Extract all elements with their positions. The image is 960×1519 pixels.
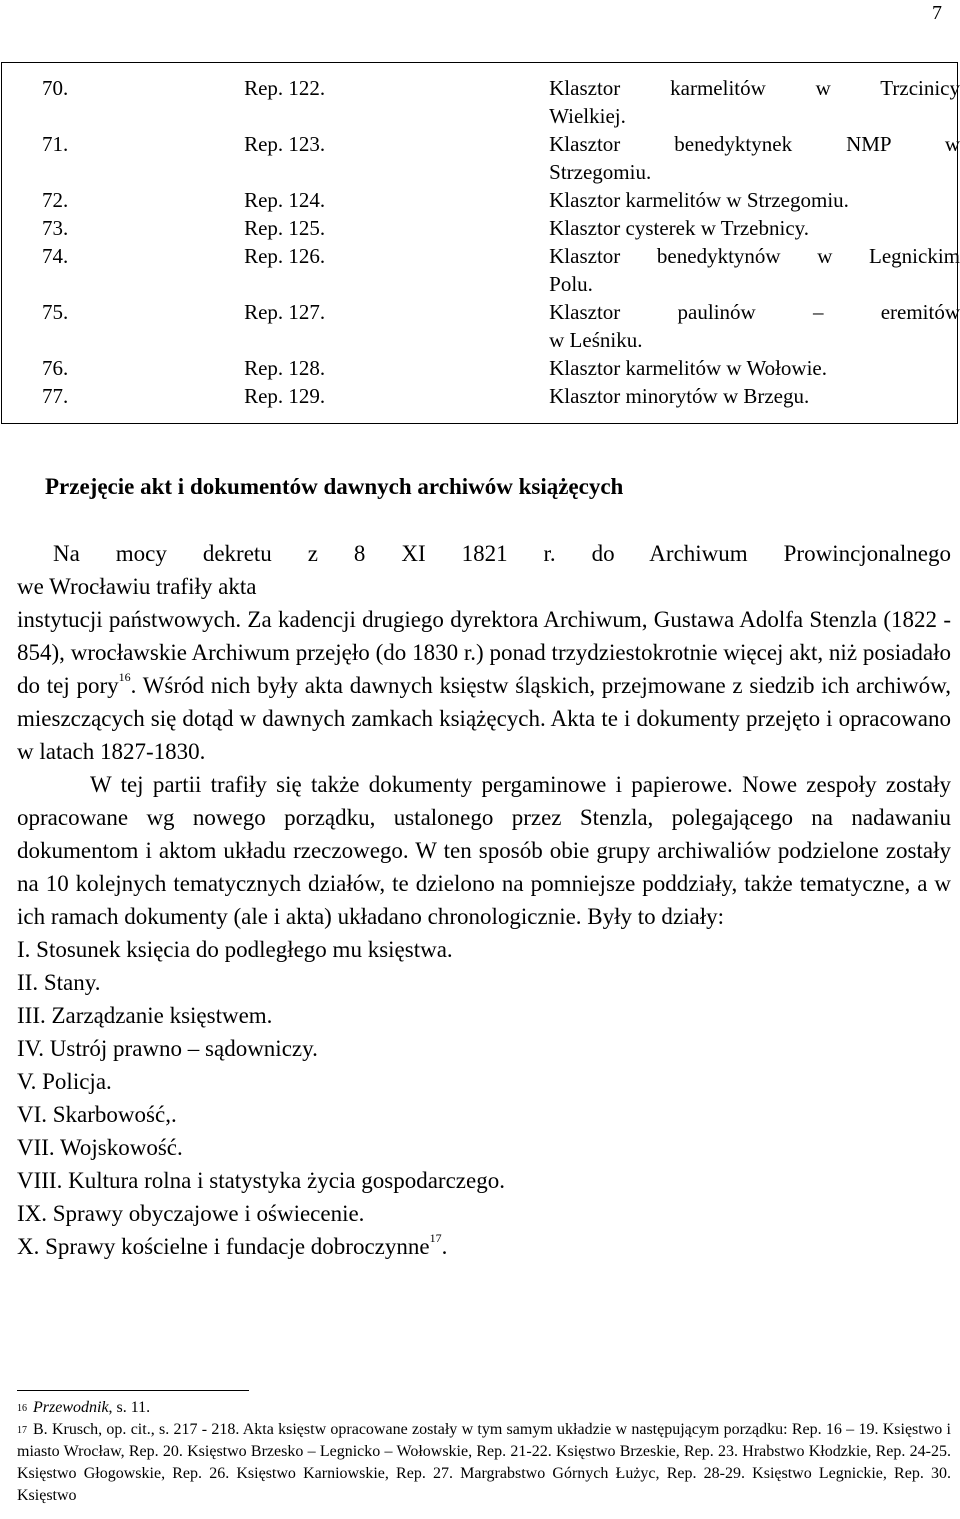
category-item: III. Zarządzanie księstwem. [17, 1003, 273, 1028]
register-description-continuation: w Leśniku. [549, 328, 643, 352]
category-list [17, 933, 951, 1230]
register-rep: Rep. 123. [244, 132, 326, 156]
register-row [0, 382, 960, 424]
register-row [0, 130, 960, 186]
register-rep: Rep. 129. [244, 384, 326, 408]
register-rep: Rep. 124. [244, 188, 326, 212]
register-row [0, 62, 960, 130]
footnote-ref-17[interactable]: 17 [429, 1231, 442, 1245]
register-row [0, 242, 960, 298]
paragraph-1-line-1: Na mocy dekretu z 8 XI 1821 r. do Archiwum Prowincjonalnego [53, 541, 951, 566]
paragraph-1 [17, 603, 951, 768]
section-heading: Przejęcie akt i dokumentów dawnych archiwów książęcych [45, 474, 624, 499]
footnote-number: 17 [17, 1425, 27, 1436]
category-item: IV. Ustrój prawno – sądowniczy. [17, 1036, 318, 1061]
category-item: II. Stany. [17, 970, 101, 995]
footnote-text: B. Krusch, op. cit., s. 217 - 218. Akta księstw opracowane zostały w tym samym układzie w następującym porządku: Rep. 16 – 19. Księstwo i miasto Wrocław, Rep. 20. Księstwo Brzesko – Legnicko – Wołowskie, Rep. 21-22. Księstwo Brzeskie, Rep. 23. Hrabstwo Kłodzkie, Rep. 24-25. Księstwo Głogowskie, Rep. 26. Księstwo Karniowskie, Rep. 27. Margrabstwo Górnych Łużyc, Rep. 28-29. Księstwo Legnickie, Rep. 30. Księstwo [17, 1421, 951, 1504]
footnote-16 [17, 1397, 951, 1419]
register-description-line: Klasztor minorytów w Brzegu. [549, 384, 810, 408]
paragraph-1-text-b: . Wśród nich były akta dawnych księstw śląskich, przejmowane z siedzib ich archiwów, mieszczących się dotąd w dawnych zamkach książęcych. Akta te i dokumenty przejęto i opracowano w latach 1827-1830. [17, 673, 952, 764]
register-description-line: Klasztor cysterek w Trzebnicy. [549, 216, 810, 240]
footnotes [17, 1397, 951, 1507]
register-rep: Rep. 122. [244, 76, 326, 100]
register-number: 75. [42, 300, 69, 324]
register-rep: Rep. 125. [244, 216, 326, 240]
register-description [549, 354, 960, 382]
body-text [17, 537, 951, 1263]
register-number: 77. [42, 384, 69, 408]
register-description-line: Klasztor karmelitów w Strzegomiu. [549, 188, 849, 212]
register-number: 71. [42, 132, 69, 156]
register-number: 70. [42, 76, 69, 100]
register-row [0, 354, 960, 382]
register-row [0, 186, 960, 214]
category-item: VI. Skarbowość,. [17, 1102, 177, 1127]
footnote-separator [17, 1390, 249, 1391]
register-description [549, 242, 960, 298]
register-description-line: Klasztor benedyktynów w Legnickim [549, 244, 960, 268]
register-description-continuation: Strzegomiu. [549, 160, 652, 184]
register-description [549, 130, 960, 186]
category-item-last [17, 1230, 951, 1263]
register-description-continuation: Polu. [549, 272, 593, 296]
register-description [549, 186, 960, 214]
category-item: V. Policja. [17, 1069, 112, 1094]
category-item-tail: . [441, 1234, 448, 1259]
footnote-17 [17, 1419, 951, 1507]
category-item-label: X. Sprawy kościelne i fundacje dobroczynne [17, 1234, 430, 1259]
register-description-line: Klasztor karmelitów w Wołowie. [549, 356, 828, 380]
register-description [549, 214, 960, 242]
register-number: 73. [42, 216, 69, 240]
register-number: 74. [42, 244, 69, 268]
category-item: IX. Sprawy obyczajowe i oświecenie. [17, 1201, 365, 1226]
footnote-italic: Przewodnik [33, 1399, 109, 1416]
register-description-line: Klasztor paulinów – eremitów [549, 300, 960, 324]
register-description [549, 382, 960, 424]
paragraph-2: W tej partii trafiły się także dokumenty pergaminowe i papierowe. Nowe zespoły zostały opracowane wg nowego porządku, ustalonego przez Stenzla, polegającego na nadawaniu dokumentom i aktom układu rzeczowego. W ten sposób obie grupy archiwaliów podzielone zostały na 10 kolejnych tematycznych działów, te dzielono na pomniejsze poddziały, także tematyczne, a w ich ramach dokumenty (ale i akta) układano chronologicznie. Były to działy: [17, 772, 951, 929]
category-item: VIII. Kultura rolna i statystyka życia gospodarczego. [17, 1168, 505, 1193]
register-description [549, 62, 960, 130]
register-rep: Rep. 126. [244, 244, 326, 268]
category-item: I. Stosunek księcia do podległego mu księstwa. [17, 937, 453, 962]
paragraph-1-line-2: we Wrocławiu trafiły akta [17, 574, 257, 599]
footnote-number: 16 [17, 1403, 27, 1414]
footnote-text: , s. 11. [108, 1399, 151, 1416]
register-number: 72. [42, 188, 69, 212]
paragraph-1-text-a: instytucji państwowych. Za kadencji drugiego dyrektora Archiwum, Gustawa Adolfa Stenzla (1822 - 854), wrocławskie Archiwum przejęło (do 1830 r.) ponad trzydziestokrotnie więcej akt, niż posiadało do tej pory [17, 607, 951, 698]
register-rep: Rep. 128. [244, 356, 326, 380]
register-description-continuation: Wielkiej. [549, 104, 626, 128]
category-item: VII. Wojskowość. [17, 1135, 183, 1160]
register-description-line: Klasztor benedyktynek NMP w [549, 132, 960, 156]
register-row [0, 298, 960, 354]
register-rep: Rep. 127. [244, 300, 326, 324]
footnote-ref-16[interactable]: 16 [118, 670, 131, 684]
register-table [0, 62, 960, 424]
register-number: 76. [42, 356, 69, 380]
register-description-line: Klasztor karmelitów w Trzcinicy [549, 76, 960, 100]
register-description [549, 298, 960, 354]
register-row [0, 214, 960, 242]
page-number: 7 [932, 2, 942, 24]
